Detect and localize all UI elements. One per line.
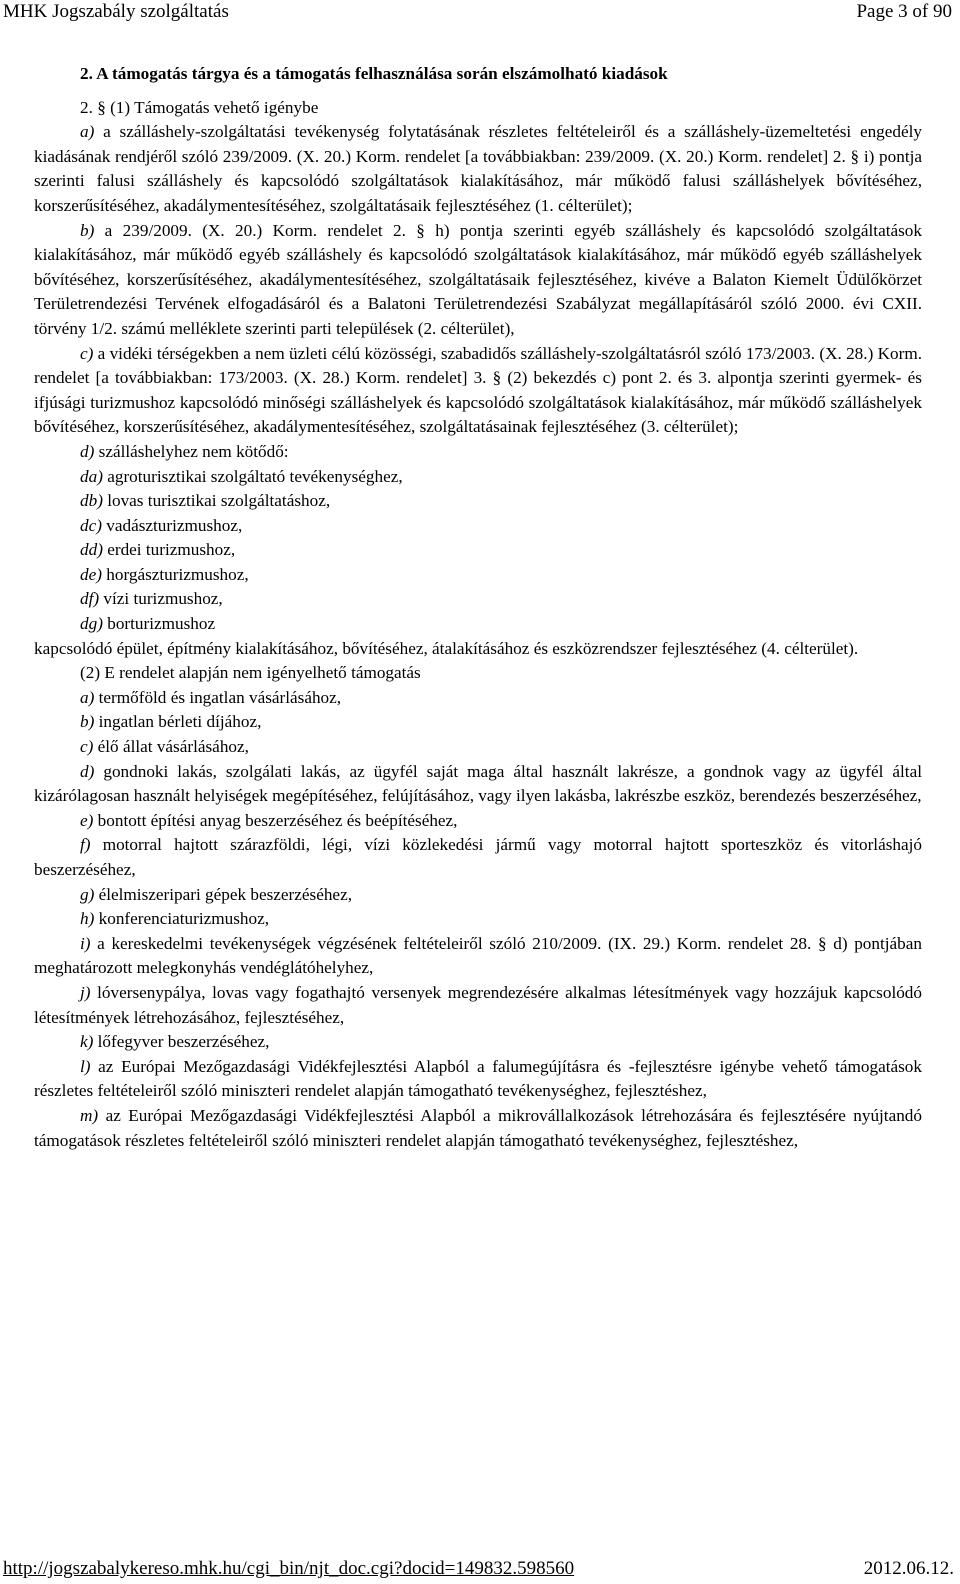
- paragraph-point-label: l): [80, 1056, 91, 1076]
- paragraph: [34, 120, 922, 218]
- paragraph-point-label: a): [80, 687, 95, 707]
- paragraph-text: vízi turizmushoz,: [99, 589, 223, 609]
- paragraph-text: az Európai Mezőgazdasági Vidékfejlesztési Alapból a falumegújításra és -fejlesztésre igénybe vehető támogatások részletes feltételeiről szóló miniszteri rendelet alapján támogatható tevékenységhez, fejlesztéshez,: [34, 1056, 922, 1101]
- paragraph-point-label: b): [80, 712, 95, 732]
- paragraph-text: élelmiszeripari gépek beszerzéséhez,: [94, 884, 352, 904]
- paragraph-point-label: da): [80, 466, 103, 486]
- paragraph: [34, 538, 922, 563]
- paragraph-text: agroturisztikai szolgáltató tevékenységhez,: [102, 466, 403, 486]
- paragraph-text: motorral hajtott szárazföldi, légi, vízi közlekedési jármű vagy motorral hajtott sporteszköz és vitorláshajó beszerzéséhez,: [34, 835, 922, 879]
- paragraph: [34, 760, 922, 809]
- paragraph-text: a szálláshely-szolgáltatási tevékenység folytatásának részletes feltételeiről és a szálláshely-üzemeltetési engedély kiadásának rendjéről szóló 239/2009. (X. 20.) Korm. rendelet [a továbbiakban: 239/2009. (X. 20.) Korm. rendelet] 2. § i) pontja szerinti falusi szálláshely és kapcsolódó szolgáltatások kialakításához, már működő falusi szálláshelyek bővítéséhez, korszerűsítéséhez, akadálymentesítéséhez, szolgáltatásaik fejlesztéséhez (1. célterület);: [34, 122, 922, 215]
- paragraph-point-label: df): [80, 589, 100, 609]
- paragraph: [34, 489, 922, 514]
- paragraph-point-label: c): [80, 343, 94, 363]
- paragraph-point-label: i): [80, 933, 91, 953]
- paragraph-point-label: c): [80, 737, 94, 757]
- paragraph: [34, 465, 922, 490]
- paragraph-text: konferenciaturizmushoz,: [94, 909, 269, 929]
- paragraph: [34, 932, 922, 981]
- paragraph-text: kapcsolódó épület, építmény kialakításához, bővítéséhez, átalakításához és eszközrendszer fejlesztéséhez (4. célterület).: [34, 638, 859, 658]
- paragraph: [34, 710, 922, 735]
- paragraph: [34, 907, 922, 932]
- paragraph-text: ingatlan bérleti díjához,: [94, 712, 262, 732]
- header-service-name: MHK Jogszabály szolgáltatás: [3, 1, 229, 22]
- paragraph: [34, 440, 922, 465]
- paragraph-text: termőföld és ingatlan vásárlásához,: [94, 687, 342, 707]
- paragraph-point-label: m): [80, 1105, 99, 1125]
- paragraph: [34, 809, 922, 834]
- paragraph-point-label: d): [80, 441, 95, 461]
- paragraph-text: az Európai Mezőgazdasági Vidékfejlesztési Alapból a mikrovállalkozások létrehozására és fejlesztésére nyújtandó támogatások részletes feltételeiről szóló miniszteri rendelet alapján támogatható tevékenységhez, fejlesztéshez,: [34, 1105, 922, 1150]
- paragraph: [34, 686, 922, 711]
- paragraph: [34, 563, 922, 588]
- paragraph: [34, 981, 922, 1030]
- paragraph-text: horgászturizmushoz,: [101, 564, 249, 584]
- paragraph: [34, 96, 922, 121]
- paragraph-text: vadászturizmushoz,: [101, 515, 243, 535]
- print-date: 2012.06.12.: [863, 1558, 954, 1579]
- paragraph: [34, 883, 922, 908]
- paragraph: [34, 735, 922, 760]
- paragraph: [34, 1030, 922, 1055]
- paragraph-text: lovas turisztikai szolgáltatáshoz,: [102, 491, 331, 511]
- page-footer: [0, 1554, 960, 1584]
- paragraph-text: szálláshelyhez nem kötődő:: [94, 441, 289, 461]
- section-heading: 2. A támogatás tárgya és a támogatás felhasználása során elszámolható kiadások: [80, 64, 668, 83]
- paragraph: [34, 514, 922, 539]
- paragraph-point-label: g): [80, 884, 95, 904]
- paragraph-text: a 239/2009. (X. 20.) Korm. rendelet 2. § h) pontja szerinti egyéb szálláshely és kapcsolódó szolgáltatások kialakításához, már működő egyéb szálláshely és kapcsolódó szolgáltatások kialakításához, már működő egyéb szálláshelyek bővítéséhez, korszerűsítéséhez, akadálymentesítéséhez, szolgáltatásaik fejlesztéséhez, kivéve a Balaton Kiemelt Üdülőkörzet Területrendezési Tervének elfogadásáról és a Balatoni Területrendezési Szabályzat megállapításáról szóló 2000. évi CXII. törvény 1/2. számú melléklete szerinti parti települések (2. célterület),: [34, 220, 922, 338]
- paragraph-text: gondnoki lakás, szolgálati lakás, az ügyfél saját maga által használt lakrésze, a gondnok vagy az ügyfél által kizárólagosan használt helyiségek megépítéséhez, felújításához, vagy ilyen lakásba, lakrészbe eszköz, berendezés beszerzéséhez,: [34, 761, 922, 806]
- paragraph-point-label: e): [80, 810, 94, 830]
- paragraph-text: borturizmushoz: [102, 614, 216, 634]
- paragraph-text: erdei turizmushoz,: [102, 540, 236, 560]
- paragraph-point-label: db): [80, 491, 103, 511]
- paragraph-point-label: de): [80, 564, 102, 584]
- paragraph-point-label: f): [80, 835, 91, 855]
- paragraph-list: [34, 96, 922, 1154]
- paragraph-point-label: d): [80, 761, 95, 781]
- paragraph-point-label: dc): [80, 515, 102, 535]
- paragraph-point-label: h): [80, 909, 95, 929]
- paragraph-point-label: dg): [80, 614, 103, 634]
- paragraph-point-label: a): [80, 122, 95, 142]
- paragraph-point-label: b): [80, 220, 95, 240]
- paragraph: [34, 661, 922, 686]
- page-header: [0, 0, 960, 30]
- paragraph-text: a vidéki térségekben a nem üzleti célú közösségi, szabadidős szálláshely-szolgáltatásról szóló 173/2003. (X. 28.) Korm. rendelet [a továbbiakban: 173/2003. (X. 28.) Korm. rendelet] 3. § (2) bekezdés c) pont 2. és 3. alpontja szerinti gyermek- és ifjúsági turizmushoz kapcsolódó minőségi szálláshelyek és kapcsolódó szolgáltatások kialakításához, már működő szálláshelyek bővítéséhez, korszerűsítéséhez, akadálymentesítéséhez, szolgáltatásainak fejlesztéséhez (3. célterület);: [34, 343, 922, 437]
- paragraph-text: lóversenypálya, lovas vagy fogathajtó versenyek megrendezésére alkalmas létesítmények vagy hozzájuk kapcsolódó létesítmények létrehozásához, fejlesztéséhez,: [34, 982, 922, 1027]
- paragraph-text: lőfegyver beszerzéséhez,: [93, 1032, 270, 1052]
- paragraph: [34, 342, 922, 440]
- paragraph: [34, 1104, 922, 1153]
- paragraph: [34, 612, 922, 637]
- paragraph-text: 2. § (1) Támogatás vehető igénybe: [80, 97, 319, 117]
- paragraph: [34, 1055, 922, 1104]
- paragraph: [34, 587, 922, 612]
- paragraph-text: a kereskedelmi tevékenységek végzésének feltételeiről szóló 210/2009. (IX. 29.) Korm. rendelet 28. § d) pontjában meghatározott melegkonyhás vendéglátóhelyhez,: [34, 933, 922, 978]
- paragraph: [34, 833, 922, 882]
- paragraph-point-label: dd): [80, 540, 103, 560]
- paragraph: [34, 637, 922, 662]
- paragraph-text: élő állat vásárlásához,: [93, 737, 249, 757]
- document-body: [34, 62, 922, 1153]
- paragraph: [34, 219, 922, 342]
- paragraph-text: bontott építési anyag beszerzéséhez és beépítéséhez,: [93, 810, 458, 830]
- paragraph-point-label: j): [80, 982, 91, 1002]
- paragraph-point-label: k): [80, 1032, 94, 1052]
- source-url-link[interactable]: http://jogszabalykereso.mhk.hu/cgi_bin/njt_doc.cgi?docid=149832.598560: [3, 1558, 575, 1579]
- paragraph-text: (2) E rendelet alapján nem igényelhető támogatás: [80, 663, 421, 683]
- header-page-number: Page 3 of 90: [856, 1, 952, 22]
